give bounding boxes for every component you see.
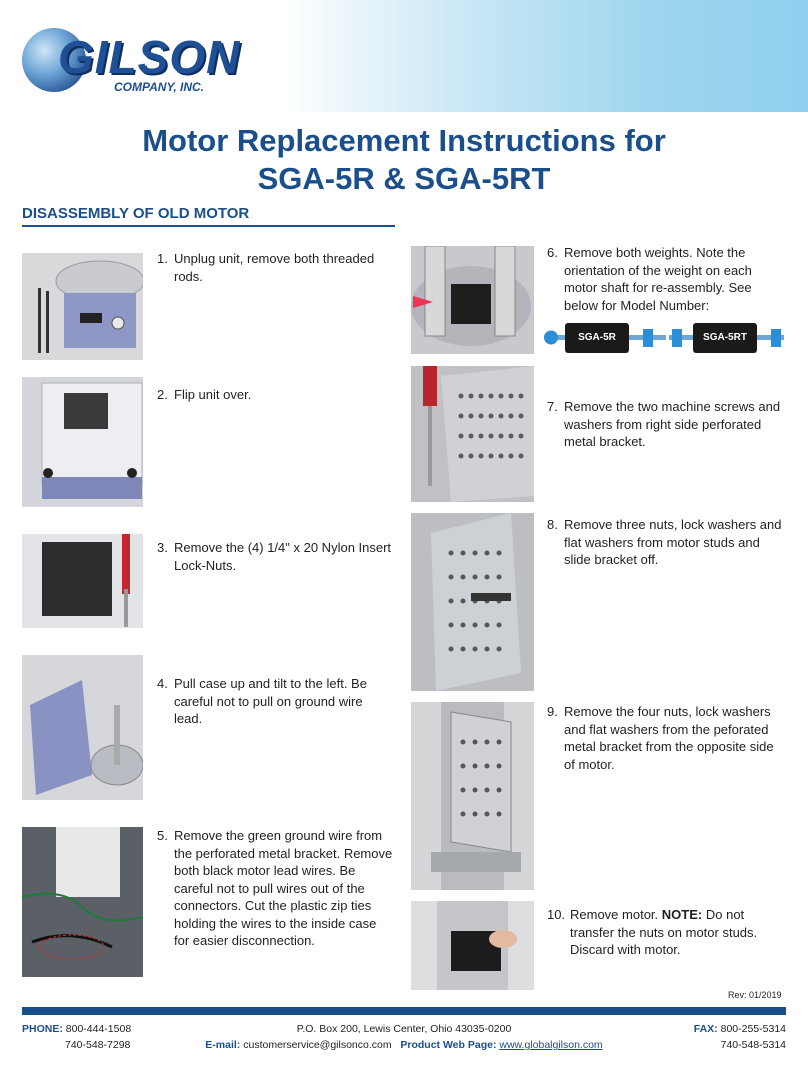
note-label: NOTE: (661, 907, 703, 922)
step10-photo (411, 901, 534, 990)
footer-address: P.O. Box 200, Lewis Center, Ohio 43035-0200 (296, 1023, 512, 1035)
step8-photo (411, 513, 534, 691)
revision-label: Rev: 01/2019 (728, 990, 782, 1000)
step-6: 6. Remove both weights. Note the orientation of the weight on each motor shaft for re-assembly. See below for Model Number: (547, 245, 752, 313)
step4-photo (22, 655, 143, 800)
page-title-line1: Motor Replacement Instructions for (142, 123, 666, 158)
gilson-logo (22, 24, 241, 102)
step-1: 1. Unplug unit, remove both threaded rods. (157, 251, 375, 284)
footer-phone: PHONE: 800-444-1508 740-548-7298 (22, 1023, 132, 1051)
step-9: 9. Remove the four nuts, lock washers and flat washers from the peforated metal bracket from the opposite side of motor. (547, 704, 774, 772)
logo-wordmark: GILSON (58, 31, 241, 83)
web-link[interactable]: www.globalgilson.com (499, 1039, 603, 1051)
model-label-sga5r: SGA-5R (578, 332, 616, 343)
step-3: 3. Remove the (4) 1/4" x 20 Nylon Insert Lock-Nuts. (157, 540, 392, 573)
step-7: 7. Remove the two machine screws and washers from right side perforated metal bracket. (547, 399, 781, 449)
step-8: 8. Remove three nuts, lock washers and flat washers from motor studs and slide bracket off. (547, 517, 782, 567)
step6-photo (411, 246, 534, 354)
step7-photo (411, 366, 534, 502)
footer-fax: FAX: 800-255-5314 740-548-5314 (693, 1023, 786, 1051)
step-4: 4. Pull case up and tilt to the left. Be careful not to pull on ground wire lead. (157, 676, 367, 726)
page-title-line2: SGA-5R & SGA-5RT (257, 161, 551, 196)
step-2: 2. Flip unit over. (157, 387, 252, 402)
email-link[interactable]: customerservice@gilsonco.com (243, 1039, 392, 1051)
step5-photo (22, 827, 143, 977)
step-10: 10. Remove motor. NOTE: Do not transfer the nuts on motor studs. Discard with motor. (547, 907, 758, 957)
step3-photo (22, 534, 143, 628)
step1-photo (22, 253, 143, 360)
logo-subtitle: COMPANY, INC. (114, 80, 205, 94)
model-diagram (543, 318, 788, 358)
model-label-sga5rt: SGA-5RT (703, 332, 747, 343)
footer-contact: E-mail: customerservice@gilsonco.com Product Web Page: www.globalgilson.com (205, 1039, 603, 1051)
step-5: 5. Remove the green ground wire from the perforated metal bracket. Remove both black motor lead wires. Be careful not to pull wires out of the connectors. Cut the plastic zip ties holding the wires to the inside case for easier disconnection. (157, 828, 393, 948)
step2-photo (22, 377, 143, 507)
section-heading: DISASSEMBLY OF OLD MOTOR (22, 205, 250, 222)
step9-photo (411, 702, 534, 890)
section-divider (22, 225, 395, 227)
footer-band (22, 1007, 786, 1015)
